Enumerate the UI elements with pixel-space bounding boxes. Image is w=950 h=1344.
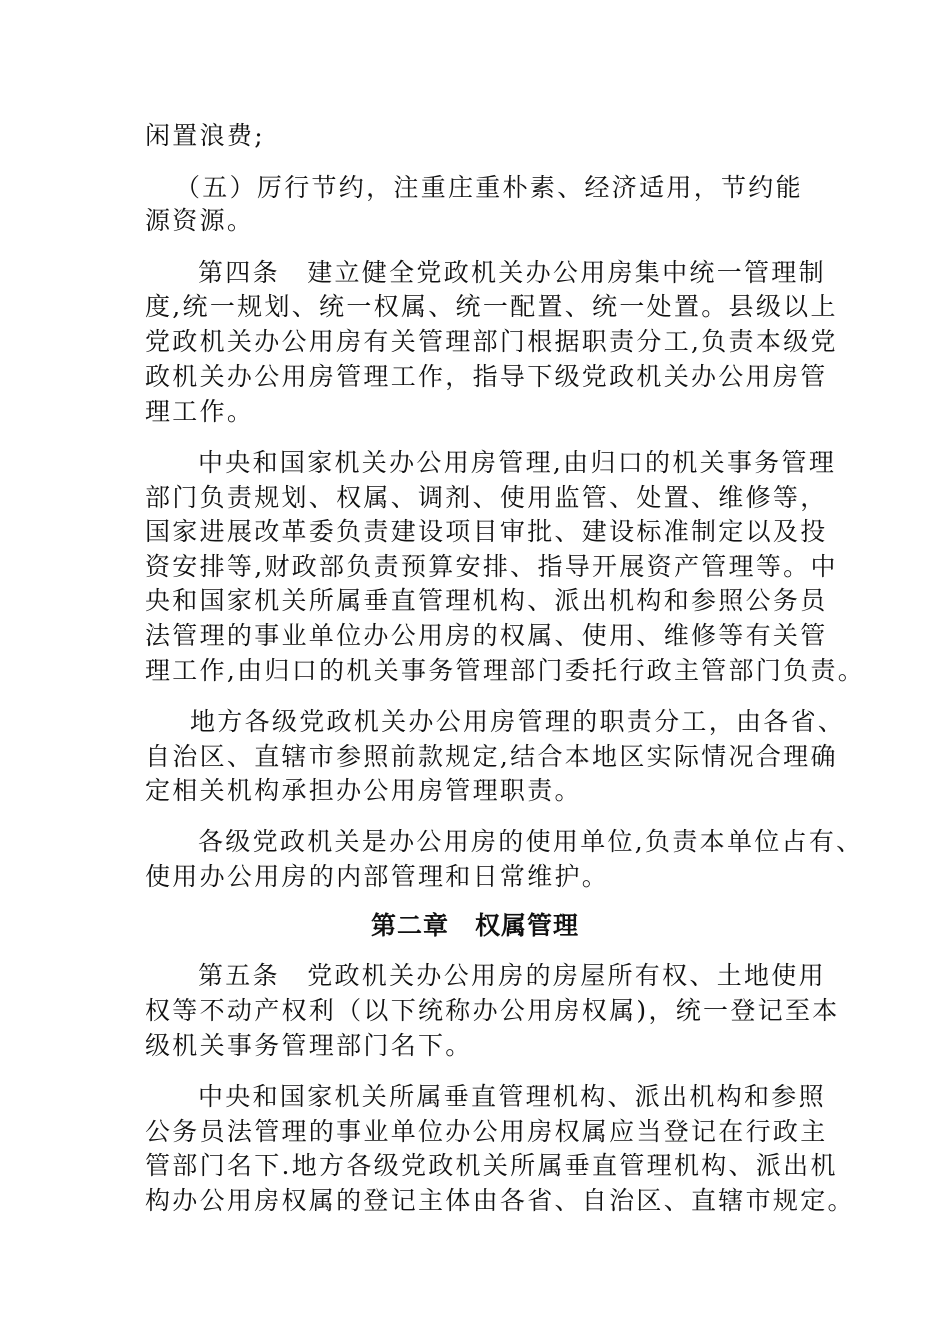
using-units-line-1: 各级党政机关是办公用房的使用单位,负责本单位占有、 [198,827,864,856]
central-management-line-7: 理工作,由归口的机关事务管理部门委托行政主管部门负责。 [145,656,866,685]
local-management-line-2: 自治区、直辖市参照前款规定,结合本地区实际情况合理确 [145,742,838,771]
paragraph-item-5-line-1: （五）厉行节约，注重庄重朴素、经济适用，节约能 [175,173,803,202]
article-4-line-2: 度,统一规划、统一权属、统一配置、统一处置。县级以上 [145,292,838,321]
vertical-agencies-line-2: 公务员法管理的事业单位办公用房权属应当登记在行政主 [145,1117,828,1146]
vertical-agencies-line-3: 管部门名下.地方各级党政机关所属垂直管理机构、派出机 [145,1151,838,1180]
article-5-line-1: 第五条 党政机关办公用房的房屋所有权、土地使用 [198,961,826,990]
central-management-line-3: 国家进展改革委负责建设项目审批、建设标准制定以及投 [145,517,828,546]
vertical-agencies-line-1: 中央和国家机关所属垂直管理机构、派出机构和参照 [198,1082,826,1111]
chapter-2-heading: 第二章 权属管理 [370,911,579,940]
central-management-line-5: 央和国家机关所属垂直管理机构、派出机构和参照公务员 [145,586,828,615]
using-units-line-2: 使用办公用房的内部管理和日常维护。 [145,862,610,891]
article-4-line-1: 第四条 建立健全党政机关办公用房集中统一管理制 [198,258,826,287]
paragraph-continuation-line-1: 闲置浪费; [145,121,265,150]
article-5-line-2: 权等不动产权利（以下统称办公用房权属)，统一登记至本 [145,996,840,1025]
central-management-line-2: 部门负责规划、权属、调剂、使用监管、处置、维修等， [145,483,828,512]
central-management-line-4: 资安排等,财政部负责预算安排、指导开展资产管理等。中 [145,552,838,581]
vertical-agencies-line-4: 构办公用房权属的登记主体由各省、自治区、直辖市规定。 [145,1186,855,1215]
article-4-line-5: 理工作。 [145,397,255,426]
central-management-line-1: 中央和国家机关办公用房管理,由归口的机关事务管理 [198,448,837,477]
central-management-line-6: 法管理的事业单位办公用房的权属、使用、维修等有关管 [145,621,828,650]
paragraph-item-5-line-2: 源资源。 [145,206,255,235]
local-management-line-3: 定相关机构承担办公用房管理职责。 [145,776,582,805]
article-4-line-4: 政机关办公用房管理工作，指导下级党政机关办公用房管 [145,362,828,391]
article-4-line-3: 党政机关办公用房有关管理部门根据职责分工,负责本级党 [145,327,838,356]
article-5-line-3: 级机关事务管理部门名下。 [145,1031,473,1060]
local-management-line-1: 地方各级党政机关办公用房管理的职责分工，由各省、 [190,707,846,736]
